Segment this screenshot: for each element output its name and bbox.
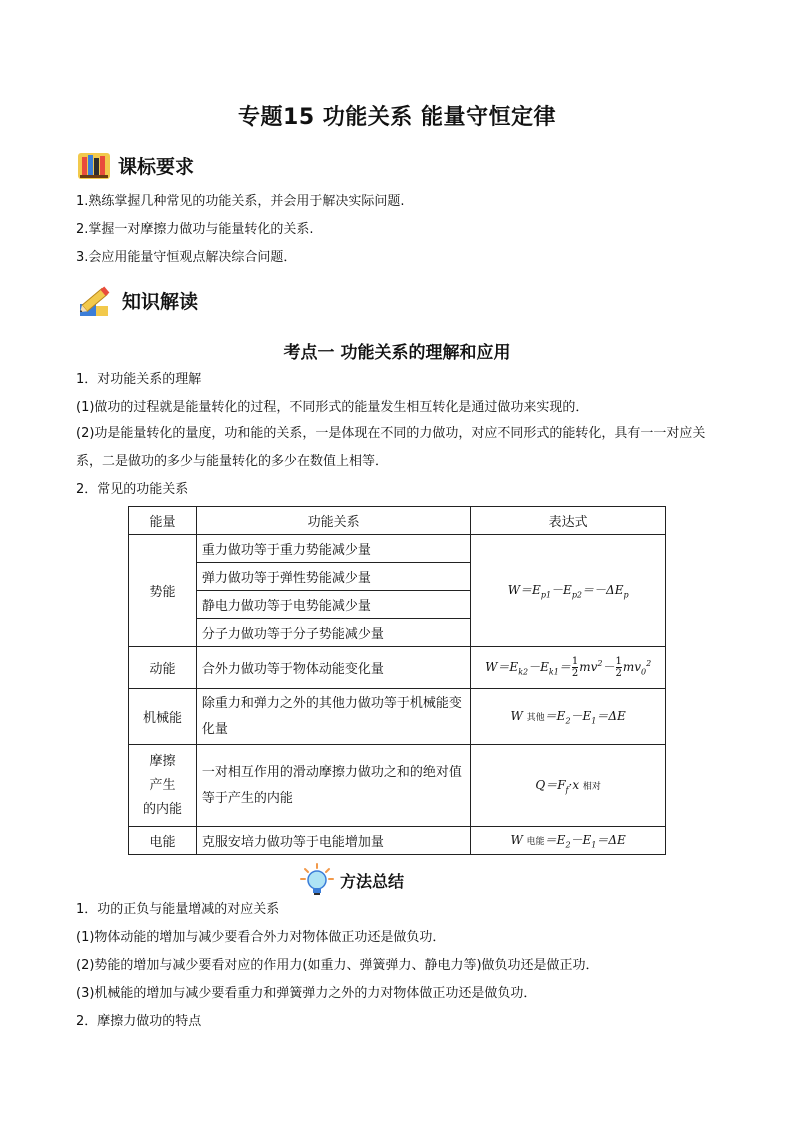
- cell-relation: 一对相互作用的滑动摩擦力做功之和的绝对值等于产生的内能: [196, 745, 470, 827]
- table-row: [129, 745, 666, 827]
- cell-relation: 弹力做功等于弹性势能减少量: [196, 563, 470, 591]
- header-relation: 功能关系: [196, 507, 470, 535]
- method-item-1: 1．功的正负与能量增减的对应关系: [76, 902, 280, 917]
- para-2: (1)做功的过程就是能量转化的过程，不同形式的能量发生相互转化是通过做功来实现的．: [76, 400, 589, 415]
- cell-jixieneng: 机械能: [129, 689, 197, 745]
- requirement-2: 2.掌握一对摩擦力做功与能量转化的关系.: [76, 222, 314, 237]
- table-row: [129, 689, 666, 745]
- cell-relation: 除重力和弹力之外的其他力做功等于机械能变化量: [196, 689, 470, 745]
- cell-shineng: 势能: [129, 535, 197, 647]
- formula-shineng: $W=E_{p1}-E_{p2}=-\Delta E_p$: [471, 535, 666, 647]
- table-row: [129, 535, 666, 563]
- section-heading-zhishi: 知识解读: [122, 290, 199, 313]
- pencil-icon: [76, 280, 116, 320]
- kaodian-title: 考点一 功能关系的理解和应用: [283, 343, 511, 363]
- cell-relation: 克服安培力做功等于电能增加量: [196, 827, 470, 855]
- formula-dianneng: W 电能$=E_2-E_1=\Delta E$: [471, 827, 666, 855]
- header-expression: 表达式: [471, 507, 666, 535]
- formula-dongneng: $W=E_{k2}-E_{k1}=$ $\frac{1}{2}$ $mv^2-$ $\frac{1}{2}$ $mv_0^2$: [471, 647, 666, 689]
- function-energy-table: [128, 506, 666, 855]
- formula-jixieneng: W 其他$=E_2-E_1=\Delta E$: [471, 689, 666, 745]
- header-energy: 能量: [129, 507, 197, 535]
- method-item-2: (1)物体动能的增加与减少要看合外力对物体做正功还是做负功．: [76, 930, 446, 945]
- cell-relation: 重力做功等于重力势能减少量: [196, 535, 470, 563]
- cell-dongneng: 动能: [129, 647, 197, 689]
- cell-relation: 合外力做功等于物体动能变化量: [196, 647, 470, 689]
- books-icon: [76, 147, 112, 183]
- para-1: 1．对功能关系的理解: [76, 372, 202, 387]
- section-heading-kebiao: 课标要求: [118, 155, 195, 178]
- cell-relation: 静电力做功等于电势能减少量: [196, 591, 470, 619]
- method-summary-heading: 方法总结: [340, 871, 405, 891]
- section-header-zhishi: [76, 280, 198, 320]
- table-row: [129, 647, 666, 689]
- method-summary-header: [300, 860, 404, 900]
- table-header-row: [129, 507, 666, 535]
- method-item-4: (3)机械能的增加与减少要看重力和弹簧弹力之外的力对物体做正功还是做负功．: [76, 986, 537, 1001]
- section-header-kebiao: [76, 145, 194, 185]
- table-row: [129, 827, 666, 855]
- para-4: 2．常见的功能关系: [76, 482, 189, 497]
- para-3: (2)功是能量转化的量度，功和能的关系，一是体现在不同的力做功，对应不同形式的能转化，具有一一对应关系，二是做功的多少与能量转化的多少在数值上相等．: [76, 426, 706, 469]
- method-item-3: (2)势能的增加与减少要看对应的作用力(如重力、弹簧弹力、静电力等)做负功还是做正功．: [76, 958, 599, 973]
- formula-moca: $Q=F_f\cdot x$ 相对: [471, 745, 666, 827]
- cell-dianneng: 电能: [129, 827, 197, 855]
- cell-relation: 分子力做功等于分子势能减少量: [196, 619, 470, 647]
- requirement-3: 3.会应用能量守恒观点解决综合问题．: [76, 250, 297, 265]
- requirement-1: 1.熟练掌握几种常见的功能关系，并会用于解决实际问题.: [76, 194, 405, 209]
- lightbulb-icon: [300, 863, 334, 897]
- cell-moca: 摩擦 产生 的内能: [129, 745, 197, 827]
- method-item-5: 2．摩擦力做功的特点: [76, 1014, 202, 1029]
- page-title: 专题15 功能关系 能量守恒定律: [238, 105, 556, 130]
